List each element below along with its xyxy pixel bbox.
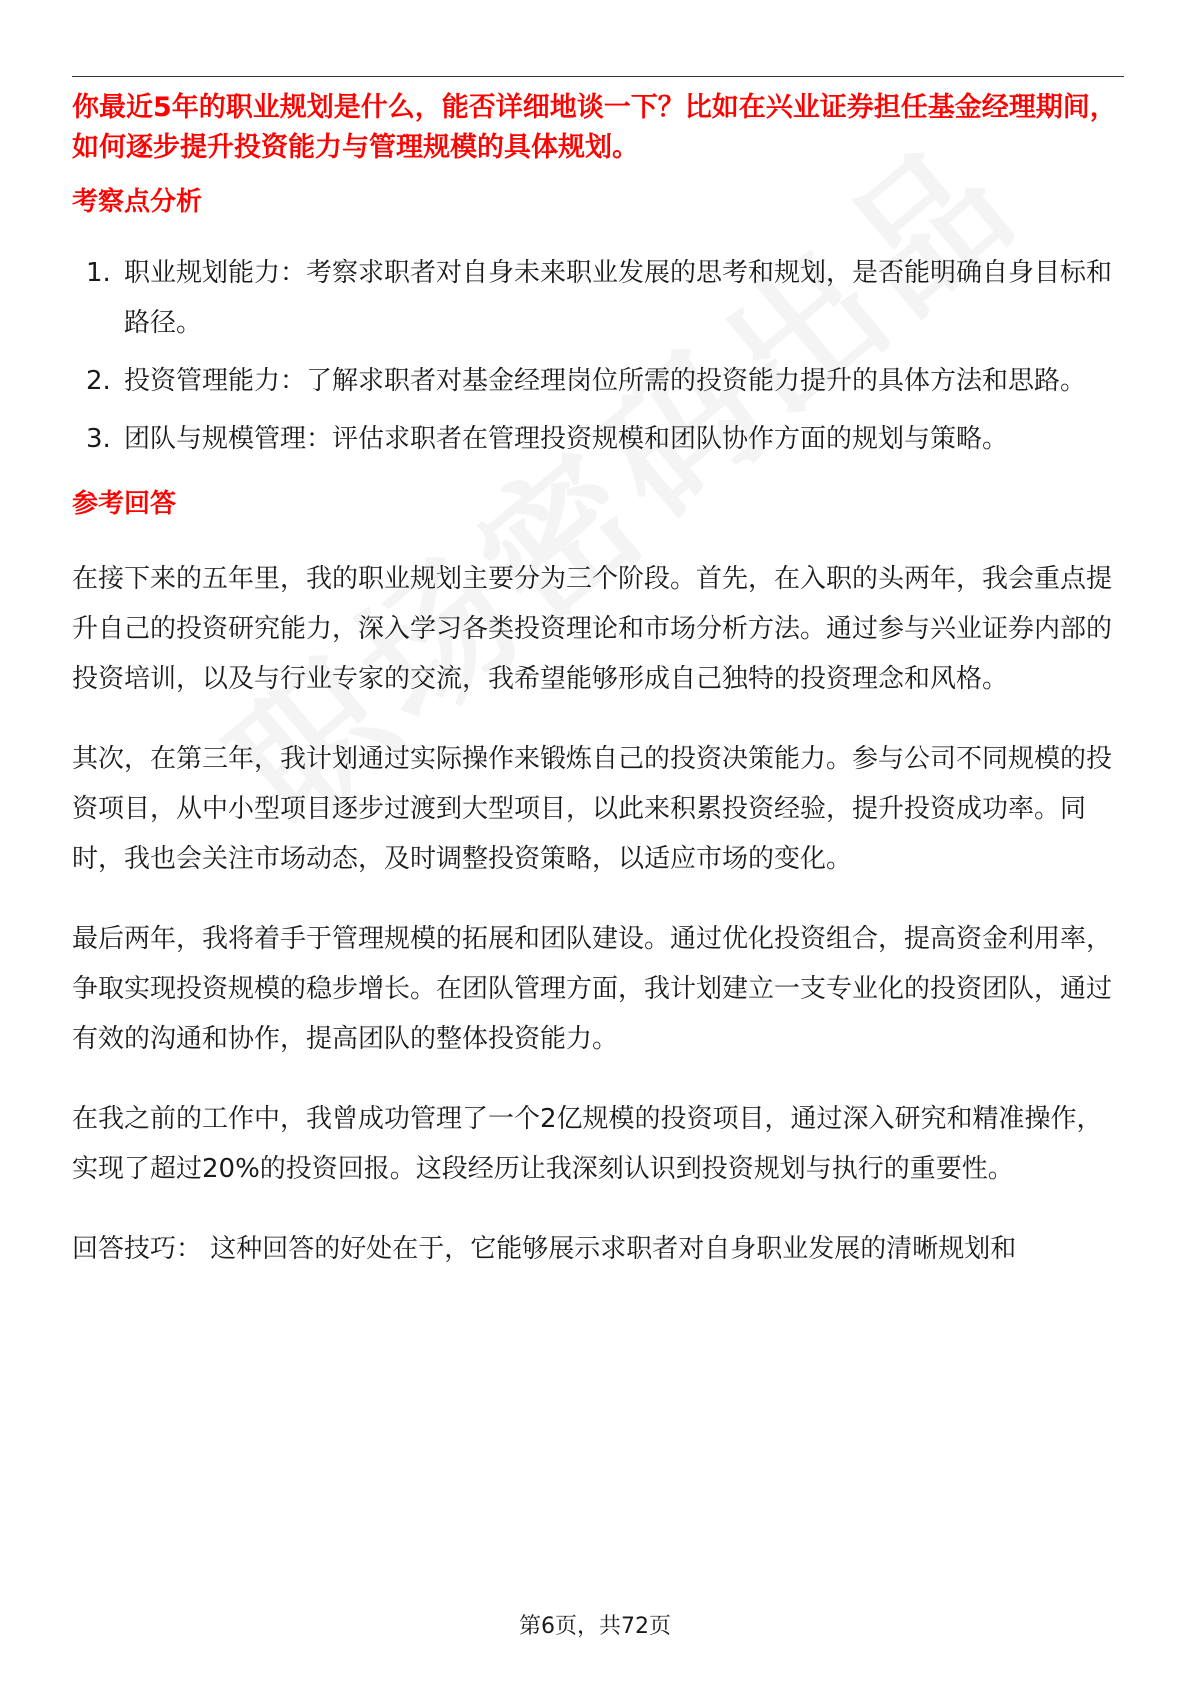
point-text: 投资管理能力：了解求职者对基金经理岗位所需的投资能力提升的具体方法和思路。: [124, 366, 1087, 396]
analysis-heading: 考察点分析: [72, 187, 203, 217]
point-text: 职业规划能力：考察求职者对自身未来职业发展的思考和规划，是否能明确自身目标和路径。: [124, 258, 1113, 338]
answer-paragraph: 在接下来的五年里，我的职业规划主要分为三个阶段。首先，在入职的头两年，我会重点提升自己的投资研究能力，深入学习各类投资理论和市场分析方法。通过参与兴业证券内部的投资培训，以及与行业专家的交流，我希望能够形成自己独特的投资理念和风格。: [72, 564, 1113, 694]
point-number: 2.: [86, 366, 111, 396]
document-body: [72, 88, 1124, 1274]
answer-paragraph: 最后两年，我将着手于管理规模的拓展和团队建设。通过优化投资组合，提高资金利用率，争取实现投资规模的稳步增长。在团队管理方面，我计划建立一支专业化的投资团队，通过有效的沟通和协作，提高团队的整体投资能力。: [72, 924, 1113, 1054]
analysis-point: [72, 248, 1124, 348]
analysis-point: [72, 356, 1124, 406]
answer-paragraph: 其次，在第三年，我计划通过实际操作来锻炼自己的投资决策能力。参与公司不同规模的投资项目，从中小型项目逐步过渡到大型项目，以此来积累投资经验，提升投资成功率。同时，我也会关注市场动态，及时调整投资策略，以适应市场的变化。: [72, 744, 1113, 874]
analysis-point: [72, 414, 1124, 464]
analysis-point-list: [72, 248, 1124, 464]
point-number: 3.: [86, 424, 111, 454]
point-text: 团队与规模管理：评估求职者在管理投资规模和团队协作方面的规划与策略。: [124, 424, 1009, 454]
point-number: 1.: [86, 258, 111, 288]
interview-question: 你最近5年的职业规划是什么，能否详细地谈一下？比如在兴业证券担任基金经理期间，如何逐步提升投资能力与管理规模的具体规划。: [72, 92, 1117, 163]
answer-paragraph: 在我之前的工作中，我曾成功管理了一个2亿规模的投资项目，通过深入研究和精准操作，实现了超过20%的投资回报。这段经历让我深刻认识到投资规划与执行的重要性。: [72, 1104, 1103, 1184]
answer-tip: 回答技巧： 这种回答的好处在于，它能够展示求职者对自身职业发展的清晰规划和: [72, 1234, 1017, 1264]
page-number: 第6页，共72页: [519, 1614, 671, 1639]
header-rule: [72, 76, 1124, 77]
answer-heading: 参考回答: [72, 489, 177, 519]
